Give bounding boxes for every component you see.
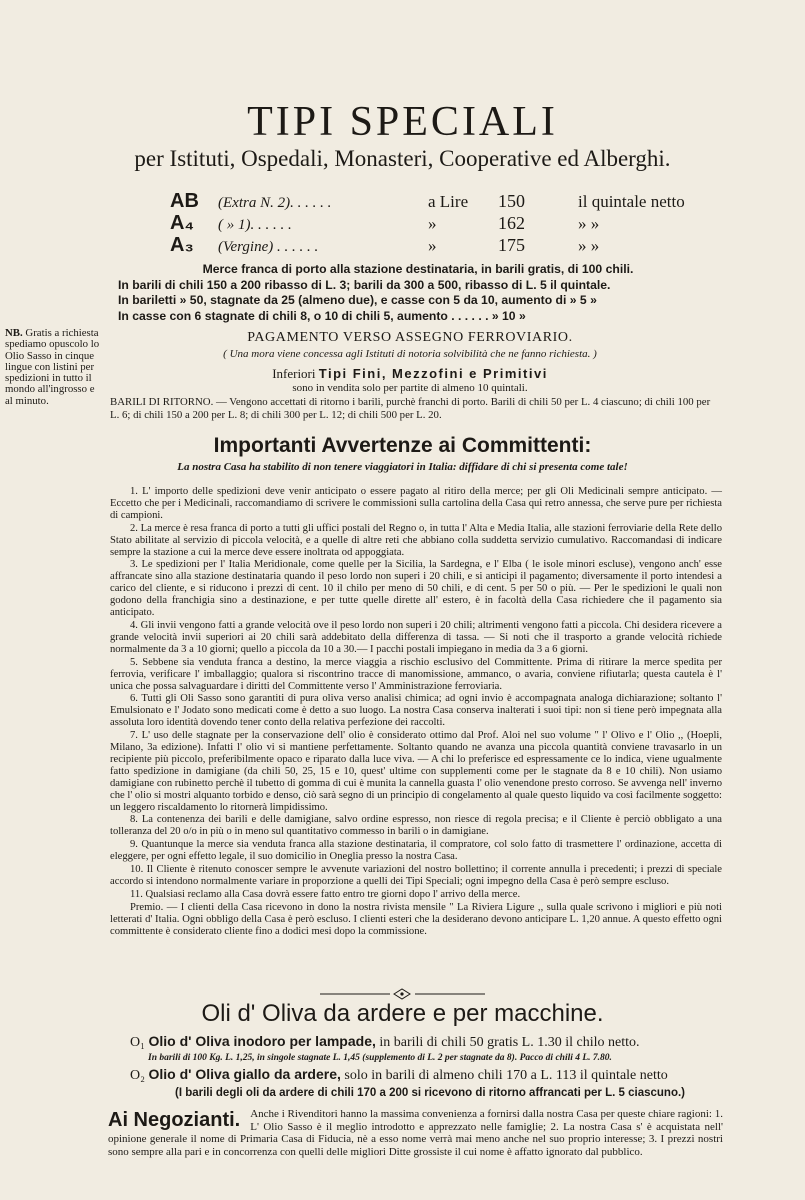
payment-note: ( Una mora viene concessa agli Istituti di notoria solvibilità che ne fanno richiesta. )	[223, 348, 597, 360]
price-row	[170, 212, 690, 234]
warning-paragraph: 8. La contenenza dei barili e delle damigiane, salvo ordine espresso, non riesce di regola precisa; e il Cliente è perciò obbligato a una tolleranza del 20 o/o in più o in meno sul quantitativo commesso in barili o in damigiane.	[110, 814, 722, 838]
warnings-list	[110, 486, 722, 939]
price-row	[170, 190, 690, 212]
lamp-oils-list	[130, 1032, 730, 1101]
inferior-types	[110, 366, 710, 382]
price-desc: (Extra N. 2). . . . . .	[218, 195, 332, 211]
price-unit: »	[428, 236, 437, 255]
page-title: TIPI SPECIALI	[247, 99, 558, 145]
price-table	[170, 190, 690, 256]
dealers-text: Anche i Rivenditori hanno la massima convenienza a fornirsi dalla nostra Casa per queste chiare ragioni: 1. L' Olio Sasso è il meglio introdotto e apprezzato nelle famiglie; 2. La nostra Casa s' è acquistata nell' opinione generale il nome di Primaria Casa di Fiducia, nè a esso nome verrà mai meno anche nel suo proprio interesse; 3. I prezzi nostri sono sempre alla pari e in concorrenza con quelli delle migliori Ditte grossiste il cui nome è affatto ignorato dal pubblico.	[108, 1108, 723, 1158]
payment-section	[110, 330, 710, 394]
warning-paragraph: 4. Gli invii vengono fatti a grande velocità ove il peso lordo non superi i 20 chili; altrimenti vengono fatti a piccola. Chi desidera ricevere a grande velocità invii superiori ai 20 chili sarà addebitato della differenza di tassa. — Si noti che il trasporto a grande velocità richiede normalmente da 3 a 10 giorni; quello a piccola da 10 a 30.— I pacchi postali impiegano in media da 3 a 6 giorni.	[110, 619, 722, 655]
price-value: 162	[498, 213, 525, 233]
warning-paragraph: 7. L' uso delle stagnate per la conservazione dell' olio è considerato ottimo dal Prof. Aloi nel suo volume " l' Olivo e l' Olio ,, (Hoepli, Milano, 3a edizione). Infatti l' olio vi si mantiene perfettamente. Soltanto quando ne avanza una piccola quantità conviene travasarlo in un recipiente più piccolo, preferibilmente opaco e riparato dalla luce viva. — A chi lo preferisce ed espressamente ce lo indica, viene ugualmente fatto spedizione in damigiane (da chili 50, 25, 15 e 10, quest' ultime con supplementi come per le stagnate da 8 e 10 chili). Non usiamo damigiane con rubinetto perchè il tubetto di gomma di cui è munita la cannella guasta l' olio venendone presto corroso. Se avvenga nell' inverno che l' olio si mostri alquanto torbido e denso, ciò sarà segno di un principio di congelamento al quale questo liquido va così facilmente soggetto: un leggero riscaldamento lo ritornerà limpidissimo.	[110, 730, 722, 813]
barrel-return-note: BARILI DI RITORNO. — Vengono accettati di ritorno i barili, purchè franchi di porto. Barili di chili 50 per L. 4 ciascuno; di chili 100 per L. 6; di chili 150 a 200 per L. 8; di chili 300 per L. 12; di chili 500 per L. 20.	[110, 396, 711, 421]
price-unit: »	[428, 214, 437, 233]
price-tail: » »	[578, 236, 600, 255]
terms-line: Merce franca di porto alla stazione destinataria, in barili gratis, di 100 chili.	[202, 262, 634, 276]
warnings-heading: Importanti Avvertenze ai Committenti:	[213, 434, 592, 457]
price-code: AB	[170, 190, 199, 212]
price-tail: il quintale netto	[578, 192, 685, 211]
lamp-oil-details: solo in barili di almeno chili 170 a L. 113 il quintale netto	[344, 1068, 668, 1083]
lamp-oil-code: O₁	[130, 1035, 145, 1050]
dealers-title: Ai Negozianti.	[108, 1109, 241, 1131]
price-tail: » »	[578, 214, 600, 233]
warning-paragraph: 5. Sebbene sia venduta franca a destino, la merce viaggia a rischio esclusivo del Committente. Prima di ritirare la merce spedita per ferrovia, verificare l' imballaggio; qualora si riscontrino tracce di manomissione, ammanco, o avaria, conviene rifiutarla; questa cautela è l' unica che possa salvaguardare i diritti del Committente verso l' Amministrazione ferroviaria.	[110, 656, 722, 692]
lamp-oil-name: Olio d' Oliva inodoro per lampade,	[148, 1033, 376, 1049]
lamp-oil-item	[130, 1032, 730, 1052]
warning-paragraph: 11. Qualsiasi reclamo alla Casa dovrà essere fatto entro tre giorni dopo l' arrivo della merce.	[130, 888, 521, 900]
dealers-section	[108, 1108, 723, 1158]
warning-paragraph: 9. Quantunque la merce sia venduta franca alla stazione destinataria, il compratore, col solo fatto di trasmettere l' ordinazione, accetta di eleggere, per ogni effetto legale, il suo domicilio in Oneglia presso la nostra Casa.	[110, 839, 722, 863]
lamp-oil-return-note: (I barili degli oli da ardere di chili 170 a 200 si ricevono di ritorno affrancati per L. 5 ciascuno.)	[175, 1087, 685, 1099]
lamp-oil-details: in barili di chili 50 gratis L. 1.30 il chilo netto.	[379, 1035, 640, 1050]
terms-line: In casse con 6 stagnate di chili 8, o 10 di chili 5, aumento . . . . . . » 10 »	[118, 308, 526, 323]
shipping-terms	[118, 262, 718, 324]
lamp-oil-item	[130, 1065, 730, 1085]
lamp-oil-name: Olio d' Oliva giallo da ardere,	[148, 1066, 341, 1082]
warning-paragraph: Premio. — I clienti della Casa ricevono in dono la nostra rivista mensile " La Riviera Ligure ,, sulla quale scrivono i migliori e più noti letterati d' Italia. Ogni obbligo della Casa è però escluso. I clienti esteri che la desiderano devono anticipare L. 1,20 annue. A questo effetto ogni committente è considerato cliente fino a dodici mesi dopo la commissione.	[110, 901, 722, 937]
warning-paragraph: 6. Tutti gli Oli Sasso sono garantiti di pura oliva verso analisi chimica; ad ogni invio è accompagnata analoga dichiarazione; soltanto l' Emulsionato e l' Jodato sono medicati come è detto a suo luogo. La nostra Casa conserva inalterati i suoi tipi: non si tiene però impegnata alla assoluta loro identità dovendo tener conto della relativa perfezione dei raccolti.	[110, 693, 722, 729]
inferior-types-list: Tipi Fini, Mezzofini e Primitivi	[318, 366, 548, 381]
warning-paragraph: 3. Le spedizioni per l' Italia Meridionale, come quelle per la Sicilia, la Sardegna, e l' Elba ( le isole minori escluse), vengono anch' esse affrancate sino alla stazione destinataria quando il peso lordo non superi i 20 chili, e si anticipi il pagamento; diversamente il porto intendesi a carico del cliente, e si riducono i prezzi di cent. 10 il chilo per meno di 50 chili, e di cent. 5 per 50 o più. — Per le spedizioni le quali non godono della franchigia sino a destinazione, e per tutte quelle dirette all' estero, è in facoltà della Casa richiedere che il pagamento sia anticipato.	[110, 559, 722, 619]
warnings-subnote: La nostra Casa ha stabilito di non tenere viaggiatori in Italia: diffidare di chi si presenta come tale!	[177, 461, 628, 473]
warning-paragraph: 10. Il Cliente è ritenuto conoscer sempre le avvenute variazioni del nostro bollettino; il corrente annulla i precedenti; i prezzi di speciale accordo si intendono normalmente variare in proporzione a quelli dei Tipi Speciali; ogni impegno della Casa è però sempre escluso.	[110, 864, 722, 887]
price-desc: (Vergine) . . . . . .	[218, 239, 319, 255]
price-value: 175	[498, 235, 525, 255]
side-note-text: Gratis a richiesta spediamo opuscolo lo Olio Sasso in cinque lingue con listini per spedizioni in tutto il mondo all'ingrosso e al minuto.	[5, 327, 100, 407]
side-note	[5, 328, 100, 407]
price-unit: a Lire	[428, 192, 469, 211]
inferior-prefix: Inferiori	[272, 366, 316, 381]
price-code: A₄	[170, 212, 194, 234]
price-row	[170, 234, 690, 256]
payment-heading: PAGAMENTO VERSO ASSEGNO FERROVIARIO.	[247, 330, 573, 345]
terms-line: In barili di chili 150 a 200 ribasso di L. 3; barili da 300 a 500, ribasso di L. 5 il quintale.	[118, 277, 611, 292]
lamp-oils-title: Oli d' Oliva da ardere e per macchine.	[201, 1000, 604, 1027]
price-value: 150	[498, 191, 525, 211]
inferior-sale-note: sono in vendita solo per partite di almeno 10 quintali.	[292, 382, 528, 394]
terms-line: In bariletti » 50, stagnate da 25 (almeno due), e casse con 5 da 10, aumento di » 5 »	[118, 293, 597, 307]
warning-paragraph: 1. L' importo delle spedizioni deve venir anticipato o essere pagato al ritiro della merce; per gli Oli Medicinali sempre anticipato. — Eccetto che per i Medicinali, raccomandiamo di scrivere le commissioni sulla cartolina della Casa qui retro annessa, che serve pure per richiesta di campioni.	[110, 486, 722, 521]
side-note-label: NB.	[5, 327, 23, 339]
page-subtitle: per Istituti, Ospedali, Monasteri, Cooperative ed Alberghi.	[134, 146, 671, 171]
price-desc: ( » 1). . . . . .	[218, 217, 292, 233]
lamp-oil-small-print: In barili di 100 Kg. L. 1,25, in singole stagnate L. 1,45 (supplemento di L. 2 per stagnate da 8). Pacco di chili 4 L. 7.80.	[148, 1053, 612, 1063]
ornamental-divider	[320, 988, 485, 1000]
lamp-oil-code: O₂	[130, 1068, 145, 1083]
price-code: A₃	[170, 234, 194, 256]
warning-paragraph: 2. La merce è resa franca di porto a tutti gli uffici postali del Regno o, in tutta l' Alta e Media Italia, alle stazioni ferroviarie della Rete dello Stato abilitate al servizio di piccola velocità, e a quelle di altre reti che abbiano colla suddetta servizio cumulativo. Raccomandasi di indicare sempre la stazione a cui la merce deve essere inoltrata od appoggiata.	[110, 522, 722, 558]
